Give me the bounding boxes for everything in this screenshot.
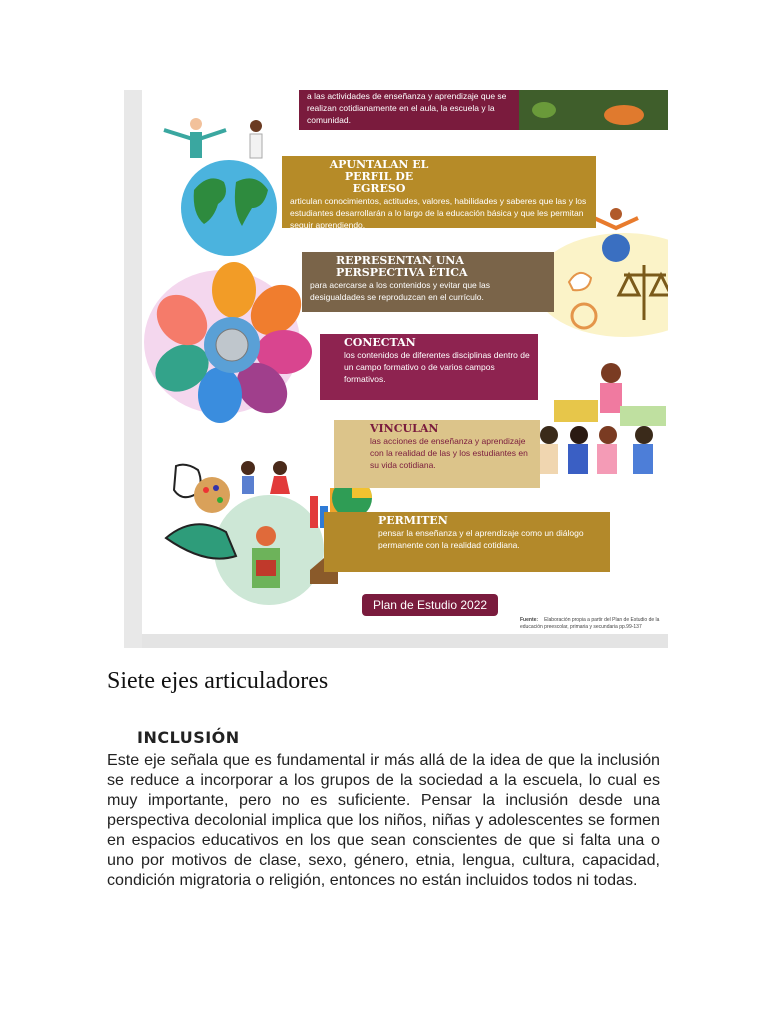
band-top <box>299 90 519 130</box>
band-perspectiva-etica <box>302 252 554 312</box>
ethics-illustration <box>534 233 668 337</box>
child-girl <box>273 461 287 475</box>
band-perfil-egreso <box>282 156 596 228</box>
band-perspectiva-etica-heading: REPRESENTAN UNA PERSPECTIVA ÉTICA <box>336 254 468 279</box>
source-label: Fuente: <box>520 617 539 623</box>
infographic-figure <box>124 90 668 648</box>
source-text: Elaboración propia a partir del Plan de Estudio de la educación preescolar, primaria y secundaria pp.99-137 <box>520 617 660 630</box>
flower-petal <box>212 262 256 318</box>
band-perfil-egreso-text: articulan conocimientos, actitudes, valores, habilidades y saberes que las y los estudiantes desarrollarán a lo largo de la educación básica y que les permitan seguir aprendiendo. <box>290 196 587 230</box>
band-vinculan-heading: VINCULAN <box>370 422 439 435</box>
globe-small-icon <box>602 234 630 262</box>
source-note <box>520 617 668 631</box>
plan-estudio-badge: Plan de Estudio 2022 <box>362 594 498 616</box>
figure-bottom-border <box>142 634 668 648</box>
band-conectan <box>320 334 538 400</box>
palette-icon <box>194 477 230 513</box>
band-conectan-heading: CONECTAN <box>344 336 416 349</box>
band-permiten <box>324 512 610 572</box>
body-paragraph: Este eje señala que es fundamental ir más allá de la idea de que la inclusión se reduce a incorporar a los grupos de la sociedad a la escuela, lo cual es muy importante, pero no es suficiente. Pensar la inclusión desde una perspectiva decolonial implica que los niños, niñas y adolescentes se formen en espacios educativos en los que sean conscientes de que si falta una o uno por motivos de clase, sexo, género, etnia, lengua, cultura, capacidad, condición migratoria o religión, entonces no están incluidos todos ni todas. <box>107 751 660 889</box>
band-vinculan <box>334 420 540 488</box>
reader-figure <box>256 526 276 546</box>
sign-yellow <box>554 400 598 422</box>
band-top-text: a las actividades de enseñanza y aprendizaje que se realizan cotidianamente en el aula, la escuela y la comunidad. <box>307 91 507 125</box>
child-boy <box>241 461 255 475</box>
teacher-figure <box>601 363 621 383</box>
child-figure <box>190 118 202 130</box>
band-conectan-text: los contenidos de diferentes disciplinas dentro de un campo formativo o de varios campos formativos. <box>344 350 530 384</box>
section-heading: INCLUSIÓN <box>137 728 240 747</box>
band-permiten-text: pensar la enseñanza y el aprendizaje como un diálogo permanente con la realidad cotidiana. <box>378 528 584 550</box>
band-permiten-heading: PERMITEN <box>378 514 448 527</box>
band-perfil-egreso-heading: APUNTALAN EL PERFIL DE EGRESO <box>329 158 429 195</box>
document-title: Siete ejes articuladores <box>107 668 329 694</box>
bar-chart-icon <box>310 496 318 528</box>
band-perspectiva-etica-text: para acercarse a los contenidos y evitar que las desigualdades se reproduzcan en el currículo. <box>310 280 491 302</box>
sign-green <box>620 406 666 426</box>
band-vinculan-text: las acciones de enseñanza y aprendizaje con la realidad de las y los estudiantes en su vida cotidiana. <box>370 436 528 470</box>
